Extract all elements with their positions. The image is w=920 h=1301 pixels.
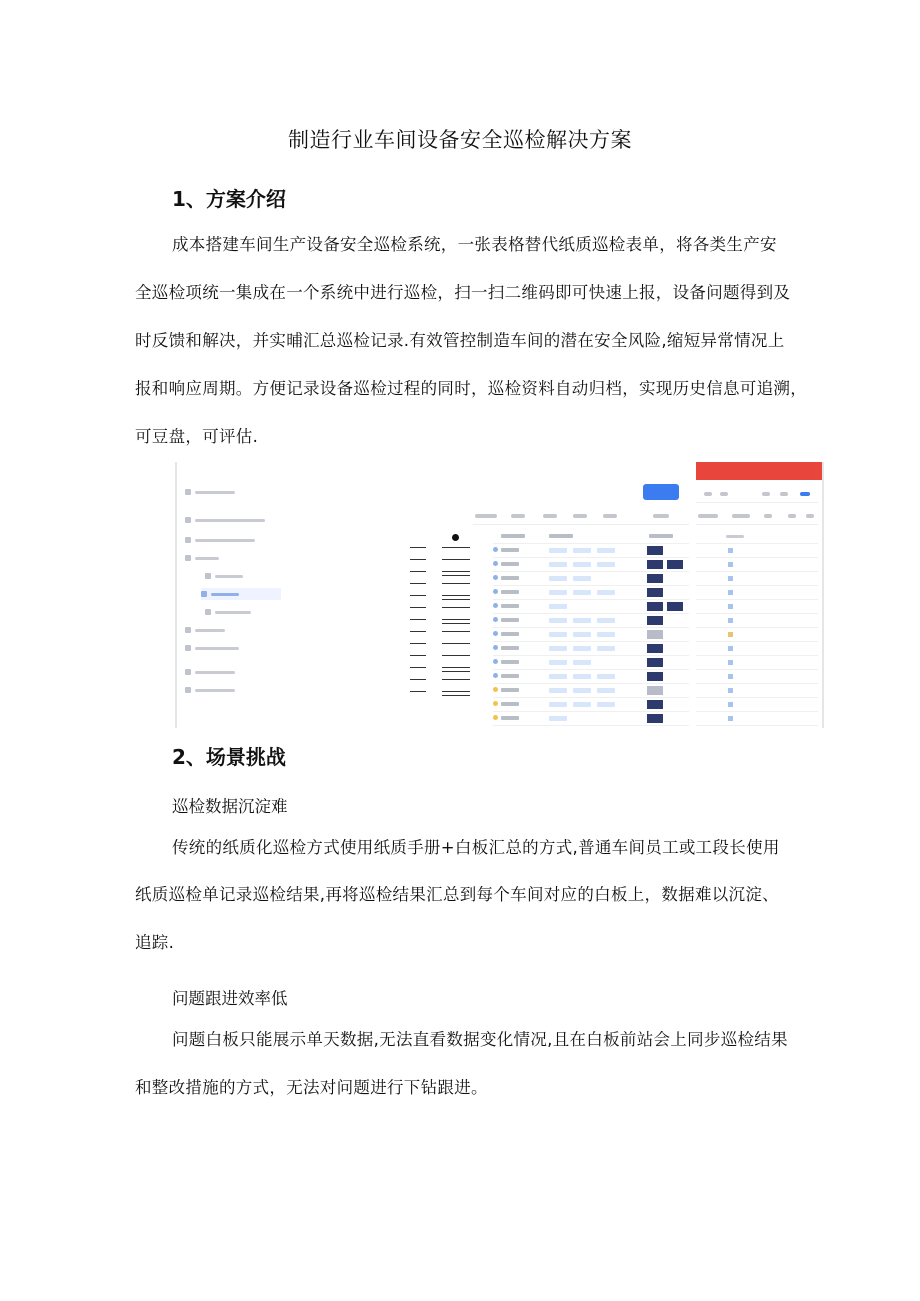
embedded-row-markers [410, 534, 472, 714]
marker-row [410, 686, 472, 698]
table-row [493, 684, 689, 698]
intro-line-3: 时反馈和解决，并实晡汇总巡检记录.有效管控制造车间的潜在安全风险,缩短异常情况上 [135, 331, 785, 350]
right-row [696, 642, 818, 656]
sidebar-item [185, 684, 235, 696]
marker-row [410, 626, 472, 638]
table-row [493, 698, 689, 712]
intro-line-1: 成本搭建车间生产设备安全巡检系统，一张表格替代纸质巡检表单，将各类生产安 [172, 235, 777, 254]
marker-row [410, 638, 472, 650]
table-row [493, 572, 689, 586]
right-row [696, 586, 818, 600]
table-row [493, 558, 689, 572]
marker-row [410, 590, 472, 602]
right-row [696, 712, 818, 726]
intro-line-5: 可豆盘，可评估. [135, 427, 259, 446]
marker-row [410, 566, 472, 578]
sidebar-item-active [201, 588, 281, 600]
sidebar-item [185, 642, 239, 654]
table-row [493, 614, 689, 628]
marker-row [410, 614, 472, 626]
right-row [696, 600, 818, 614]
table-row [493, 628, 689, 642]
embedded-sidebar-screenshot [175, 462, 285, 728]
marker-row [410, 542, 472, 554]
table-header-row [493, 530, 689, 544]
sidebar-search [185, 514, 265, 526]
sidebar-item [205, 606, 251, 618]
sidebar-item [185, 624, 225, 636]
marker-row [410, 578, 472, 590]
intro-line-4: 报和响应周期。方便记录设备巡检过程的同时，巡检资料自动归档，实现历史信息可追溯， [135, 379, 807, 398]
right-row [696, 670, 818, 684]
table-row [493, 656, 689, 670]
right-row [696, 558, 818, 572]
right-row [696, 656, 818, 670]
bullet-dot [452, 534, 459, 541]
right-row [696, 628, 818, 642]
right-subtoolbar [696, 510, 818, 525]
table-toolbar [473, 510, 689, 525]
embedded-table-screenshot [473, 480, 689, 728]
efficiency-line-1: 问题白板只能展示单天数据,无法直看数据变化情况,且在白板前站会上同步巡检结果 [172, 1030, 788, 1049]
subheading-efficiency: 问题跟进效率低 [172, 989, 288, 1008]
right-row [696, 530, 818, 544]
right-toolbar [696, 488, 818, 503]
efficiency-line-2: 和整改措施的方式，无法对问题进行下钻跟进。 [135, 1078, 488, 1097]
table-row [493, 586, 689, 600]
challenge-line-3: 追踪. [135, 933, 175, 952]
sidebar-item [185, 534, 255, 546]
challenge-line-2: 纸质巡检单记录巡检结果,再将巡检结果汇总到每个车间对应的白板上，数据难以沉淀、 [135, 885, 779, 904]
embedded-right-panel-screenshot [696, 462, 824, 728]
table-row [493, 642, 689, 656]
right-row [696, 698, 818, 712]
marker-row [410, 554, 472, 566]
challenge-line-1: 传统的纸质化巡检方式使用纸质手册+白板汇总的方式,普通车间员工或工段长使用 [172, 838, 780, 857]
right-row [696, 614, 818, 628]
table-row [493, 544, 689, 558]
table-row [493, 600, 689, 614]
notice-banner [696, 462, 822, 480]
right-row [696, 544, 818, 558]
section-heading-challenges: 2、场景挑战 [172, 745, 286, 769]
subheading-data: 巡检数据沉淀难 [172, 797, 288, 816]
sidebar-item [185, 552, 219, 564]
table-row [493, 670, 689, 684]
marker-row [410, 602, 472, 614]
sidebar-header [185, 486, 235, 498]
sidebar-item [185, 666, 235, 678]
add-record-button [643, 484, 679, 500]
right-row [696, 572, 818, 586]
sidebar-item [205, 570, 243, 582]
intro-line-2: 全巡检项统一集成在一个系统中进行巡检，扫一扫二维码即可快速上报，设备问题得到及 [135, 283, 791, 302]
document-title: 制造行业车间设备安全巡检解决方案 [288, 128, 632, 152]
section-heading-intro: 1、方案介绍 [172, 187, 286, 211]
marker-row [410, 674, 472, 686]
right-row [696, 684, 818, 698]
marker-row [410, 662, 472, 674]
marker-row [410, 650, 472, 662]
table-row [493, 712, 689, 726]
